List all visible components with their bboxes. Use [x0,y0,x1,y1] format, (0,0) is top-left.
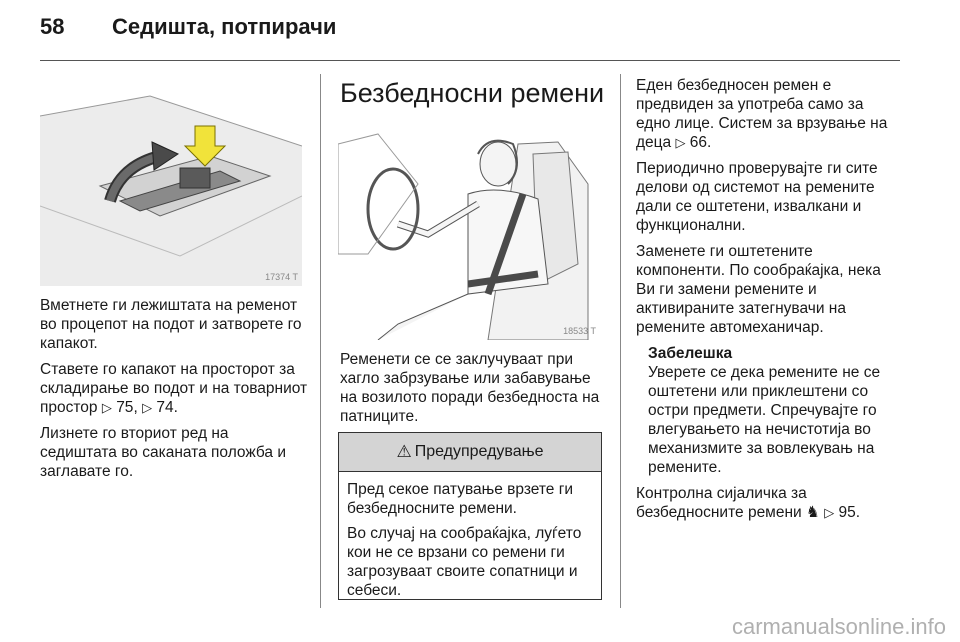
middle-column-text [340,350,602,433]
trunk-floor-figure [40,76,302,286]
paragraph: Ставете го капакот на просторот за складирање во подот и на товарниот простор ▷ 75, ▷ 74. [40,361,308,416]
section-heading: Безбедносни ремени [340,78,605,108]
paragraph: Во случај на сообраќајка, луѓето кои не се врзани со ремени ги загрозуваат своите сопатници и себеси. [347,525,582,599]
left-column-text [40,296,308,488]
triangle-ref-icon: ▷ [675,135,686,150]
warning-box [338,432,602,600]
triangle-ref-icon: ▷ [142,400,153,415]
paragraph: Лизнете го вториот ред на седиштата во саканата положба и заглавате го. [40,425,287,480]
paragraph: Ременети се се заклучуваат при хагло забрзување или забавување на возилото поради безбедноста на патниците. [340,351,600,425]
paragraph: Пред секое патување врзете ги безбедносните ремени. [347,481,574,517]
column-divider-left [320,74,321,608]
seatbelt-figure [338,124,600,340]
warning-header [339,433,601,472]
figure-code: 18533 T [563,326,596,336]
paragraph: Периодично проверувајте ги сите делови од системот на ремените дали се оштетени, извалкани и функционални. [636,160,878,234]
column-divider-right [620,74,621,608]
right-column-text [636,76,902,529]
warning-body [339,472,601,600]
warning-title: Предупредување [414,443,544,460]
note-text: Уверете се дека ремените не се оштетени или приклештени со остри предмети. Спречувајте го влегувањето на нечистотија во механизмите за вовлекувањ на ремените. [648,364,881,476]
page-header [40,14,900,50]
trunk-floor-illustration [40,76,302,286]
driver-seatbelt-illustration [338,124,600,340]
figure-code: 17374 T [265,272,298,282]
paragraph: Заменете ги оштетените компоненти. По сообраќајка, нека Ви ги замени ремените и активираните затегнувачи на ремените автомеханичар. [636,243,881,336]
note-block [648,344,902,477]
paragraph: Вметнете ги лежиштата на ременот во процепот на подот и затворете го капакот. [40,297,302,352]
triangle-ref-icon: ▷ [101,400,112,415]
watermark: carmanualsonline.info [731,614,946,639]
triangle-ref-icon: ▷ [824,505,835,520]
page-number: 58 [40,14,65,39]
header-rule [40,60,900,61]
warning-triangle-icon: ⚠ [396,442,412,461]
page-title: Седишта, потпирачи [112,14,337,39]
paragraph: Контролна сијаличка за безбедносните ремени ♞ ▷ 95. [636,485,861,521]
seatbelt-warning-icon: ♞ [806,504,820,521]
paragraph: Еден безбедносен ремен е предвиден за употреба само за едно лице. Систем за врзување на деца ▷ 66. [636,77,888,151]
note-title: Забелешка [648,345,733,362]
